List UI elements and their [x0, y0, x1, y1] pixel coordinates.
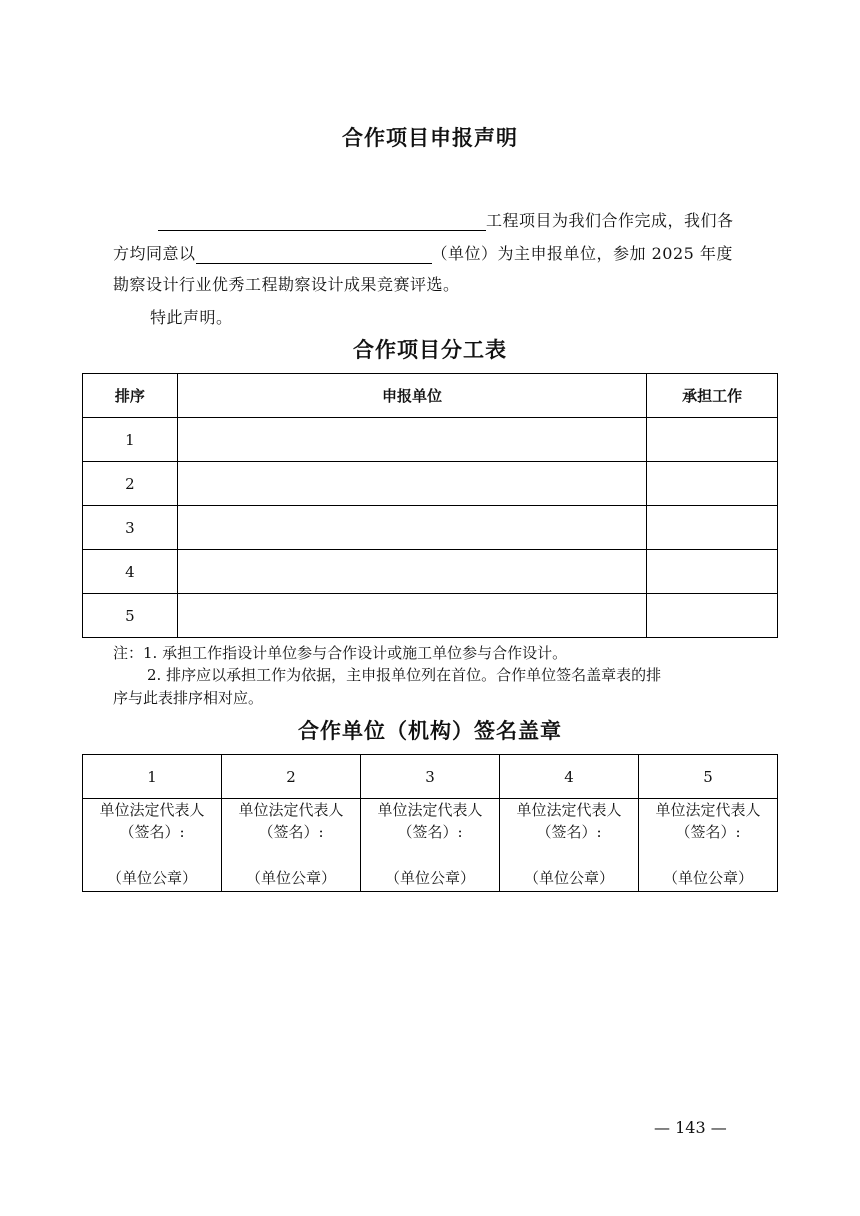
- signature-cell[interactable]: [361, 799, 500, 892]
- signature-col-number: 3: [361, 755, 500, 799]
- declaration-line-3: 勘察设计行业优秀工程勘察设计成果竞赛评选。: [113, 275, 460, 294]
- row-work-cell[interactable]: [647, 506, 778, 550]
- note-line-1: 注：1. 承担工作指设计单位参与合作设计或施工单位参与合作设计。: [113, 644, 568, 662]
- legal-rep-label: 单位法定代表人: [99, 801, 205, 819]
- declaration-line-1: [158, 208, 734, 231]
- row-order: 2: [83, 462, 178, 506]
- row-order: 1: [83, 418, 178, 462]
- legal-rep-label: 单位法定代表人: [655, 801, 761, 819]
- row-work-cell[interactable]: [647, 550, 778, 594]
- row-unit-cell[interactable]: [177, 594, 646, 638]
- declaration-line-1-text: 工程项目为我们合作完成，我们各: [486, 211, 734, 230]
- signature-cell[interactable]: [222, 799, 361, 892]
- sign-label: （签名）:: [536, 823, 602, 841]
- main-unit-blank[interactable]: [196, 246, 432, 264]
- row-work-cell[interactable]: [647, 462, 778, 506]
- row-order: 5: [83, 594, 178, 638]
- page-number: — 143 —: [654, 1118, 727, 1137]
- seal-label: （单位公章）: [384, 869, 475, 887]
- signature-table-title: 合作单位（机构）签名盖章: [298, 719, 562, 743]
- declaration-line-2-suffix: （单位）为主申报单位，参加 2025 年度: [431, 244, 733, 263]
- sign-label: （签名）:: [397, 823, 463, 841]
- seal-label: （单位公章）: [106, 869, 197, 887]
- signature-number-row: [83, 755, 778, 799]
- row-unit-cell[interactable]: [177, 550, 646, 594]
- signature-col-number: 4: [500, 755, 639, 799]
- signature-cell[interactable]: [500, 799, 639, 892]
- signature-col-number: 2: [222, 755, 361, 799]
- header-order: 排序: [83, 374, 178, 418]
- signature-row: [83, 799, 778, 892]
- row-unit-cell[interactable]: [177, 418, 646, 462]
- signature-table: [82, 754, 778, 892]
- table-row: [83, 462, 778, 506]
- signature-col-number: 1: [83, 755, 222, 799]
- declaration-line-2-prefix: 方均同意以: [113, 244, 196, 263]
- table-row: [83, 418, 778, 462]
- legal-rep-label: 单位法定代表人: [238, 801, 344, 819]
- row-order: 3: [83, 506, 178, 550]
- note-line-2: 2. 排序应以承担工作为依据，主申报单位列在首位。合作单位签名盖章表的排: [147, 666, 662, 684]
- sign-label: （签名）:: [675, 823, 741, 841]
- signature-cell[interactable]: [639, 799, 778, 892]
- seal-label: （单位公章）: [245, 869, 336, 887]
- signature-col-number: 5: [639, 755, 778, 799]
- row-order: 4: [83, 550, 178, 594]
- seal-label: （单位公章）: [523, 869, 614, 887]
- row-unit-cell[interactable]: [177, 462, 646, 506]
- header-work: 承担工作: [647, 374, 778, 418]
- row-unit-cell[interactable]: [177, 506, 646, 550]
- division-table: [82, 373, 778, 638]
- row-work-cell[interactable]: [647, 418, 778, 462]
- legal-rep-label: 单位法定代表人: [377, 801, 483, 819]
- signature-cell[interactable]: [83, 799, 222, 892]
- table-row: [83, 594, 778, 638]
- header-unit: 申报单位: [177, 374, 646, 418]
- row-work-cell[interactable]: [647, 594, 778, 638]
- table-row: [83, 550, 778, 594]
- division-table-title: 合作项目分工表: [353, 338, 507, 362]
- sign-label: （签名）:: [258, 823, 324, 841]
- division-table-header: [83, 374, 778, 418]
- table-row: [83, 506, 778, 550]
- seal-label: （单位公章）: [662, 869, 753, 887]
- declaration-line-4: 特此声明。: [150, 308, 233, 327]
- declaration-title: 合作项目申报声明: [342, 126, 518, 150]
- declaration-line-2: [113, 241, 733, 264]
- sign-label: （签名）:: [119, 823, 185, 841]
- project-name-blank[interactable]: [158, 213, 486, 231]
- legal-rep-label: 单位法定代表人: [516, 801, 622, 819]
- note-line-3: 序与此表排序相对应。: [113, 689, 264, 707]
